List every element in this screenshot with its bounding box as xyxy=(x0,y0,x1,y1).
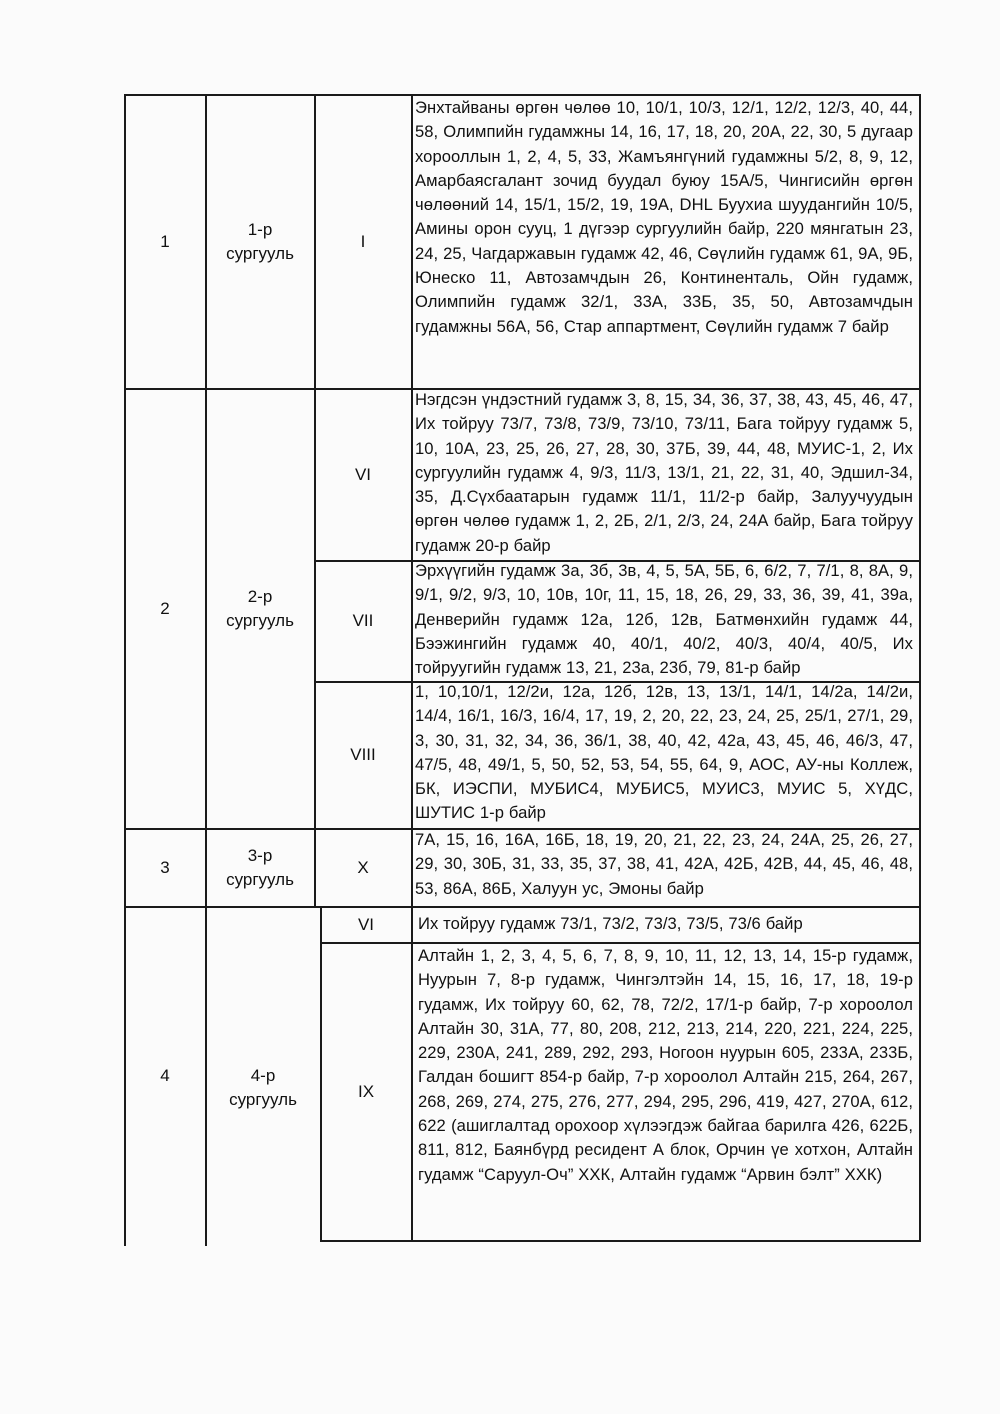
school-name-line1: 2-р xyxy=(247,586,273,606)
school-name-line2: сургууль xyxy=(229,1090,297,1109)
address-list: Эрхүүгийн гудамж 3а, 3б, 3в, 4, 5, 5А, 5Б, 6, 6/2, 7, 7/1, 8, 8А, 9, 9/1, 9/2, 9/3, 10, 10в, 10г, 11, 15, 18, 26, 29, 33, 36, 39, 41, 39а, Денверийн гудамж 12а, 12б, 12в, Батмөнхийн гудамж 44, Бээжингийн гудамж 40, 40/1, 40/2, 40/3, 40/4, 40/5, Их тойруугийн гудамж 13, 21, 23а, 23б, 79, 81-р байр xyxy=(415,561,913,678)
district-number: VII xyxy=(352,611,374,630)
district-number: VIII xyxy=(350,745,376,764)
address-list: Нэгдсэн үндэстний гудамж 3, 8, 15, 34, 36, 37, 38, 43, 45, 46, 47, Их тойруу 73/7, 73/8, 73/9, 73/10, 73/11, Бага тойруу гудамж 5, 10, 10А, 23, 25, 26, 27, 28, 30, 37Б, 39, 44, 48, МУИС-1, 2, Их сургуулийн гудамж 4, 9/3, 11/3, 13/1, 21, 22, 31, 40, Эдшил-34, 35, Д.Сүхбаатарын гудамж 11/1, 11/2-р байр, Залуучуудын өргөн чөлөө гудамж 1, 2, 2Б, 2/1, 2/3, 24, 24А байр, Бага тойруу гудамж 20-р байр xyxy=(415,390,913,555)
school-name-line1: 4-р xyxy=(250,1066,276,1085)
school-name xyxy=(206,907,320,1269)
school-name-line1: 3-р xyxy=(247,845,273,865)
school-name-line2: сургууль xyxy=(226,869,294,889)
district-number: I xyxy=(360,231,366,251)
row-number: 4 xyxy=(160,1066,170,1085)
address-list: 1, 10,10/1, 12/2и, 12а, 12б, 12в, 13, 13/1, 14/1, 14/2а, 14/2и, 14/4, 16/1, 16/3, 16/4, 17, 19, 2, 20, 22, 23, 24, 25, 25/1, 27/1, 29, 3, 30, 31, 32, 34, 36, 36/1, 38, 40, 42, 42а, 43, 45, 46, 46/3, 47, 47/5, 48, 49/1, 5, 50, 52, 53, 54, 55, 64, 9, АОС, АУ-ны Коллеж, БК, ИЭСПИ, МУБИС4, МУБИС5, МУИС3, МУИС 5, ХҮДС, ШУТИС 1-р байр xyxy=(415,682,913,823)
district-number: VI xyxy=(354,464,372,484)
school-name xyxy=(206,829,314,906)
address-list: Алтайн 1, 2, 3, 4, 5, 6, 7, 8, 9, 10, 11, 12, 13, 14, 15-р гудамж, Нуурын 7, 8-р гудамж, Чингэлтэйн 14, 15, 16, 17, 18, 19-р гудамж, Их тойруу 60, 62, 78, 72/2, 17/1-р байр, 7-р хороолол Алтайн 30, 31А, 77, 80, 208, 212, 213, 214, 220, 221, 224, 225, 229, 230А, 241, 289, 292, 293, Ногоон нуурын 605, 233А, 233Б, Галдан бошигт 854-р байр, 7-р хороолол Алтайн 215, 264, 267, 268, 269, 274, 275, 276, 277, 294, 295, 296, 419, 427, 270А, 612, 622 (ашиглалтад орохоор хүлээгдэж байгаа барилга 426, 622Б, 811, 812, Баянбүрд ресидент А блок, Орчин үе хотхон, Алтайн гудамж “Саруул-Оч” ХХК, Алтайн гудамж “Арвин бэлт” ХХК) xyxy=(418,946,913,1184)
school-name xyxy=(206,95,314,388)
school-name xyxy=(206,389,314,828)
school-name-line1: 1-р xyxy=(247,219,273,239)
address-list: Их тойруу гудамж 73/1, 73/2, 73/3, 73/5, 73/6 байр xyxy=(418,914,803,933)
address-list: 7А, 15, 16, 16А, 16Б, 18, 19, 20, 21, 22, 23, 24, 24А, 25, 26, 27, 29, 30, 30Б, 31, 33, 35, 37, 38, 41, 42А, 42Б, 42В, 44, 45, 46, 48, 53, 86А, 86Б, Халуун ус, Эмоны байр xyxy=(415,830,913,898)
district-number: X xyxy=(357,857,369,877)
district-number: VI xyxy=(357,914,375,934)
row-number: 3 xyxy=(160,857,170,877)
district-number: IX xyxy=(357,1081,375,1101)
table-right-border xyxy=(919,94,921,1241)
school-name-line2: сургууль xyxy=(226,610,294,630)
column-divider xyxy=(411,94,413,1241)
row-number: 2 xyxy=(160,598,170,618)
address-list: Энхтайваны өргөн чөлөө 10, 10/1, 10/3, 12/1, 12/2, 12/3, 40, 44, 58, Олимпийн гудамжны 14, 16, 17, 18, 20, 20А, 22, 30, 5 дугаар хорооллын 1, 2, 4, 5, 33, Жамъянгүний гудамжны 5/2, 8, 9, 12, Амарбаясгалант зочид буудал буюу 15А/5, Чингисийн өргөн чөлөөний 14, 15/1, 15/2, 19, 19А, DHL Буухиа шуудангийн 10/5, Амины орон сууц, 1 дүгээр сургуулийн байр, 220 мянгатын 23, 24, 25, Чагдаржавын гудамж 42, 46, Сөүлийн гудамж 61, 9А, 9Б, Юнеско 11, Автозамчдын 26, Континенталь, Ойн гудамж, Олимпийн гудамж 32/1, 33А, 33Б, 35, 50, Автозамчдын гудамжны 56А, 56, Стар аппартмент, Сөүлийн гудамж 7 байр xyxy=(415,98,913,336)
school-name-line2: сургууль xyxy=(226,243,294,263)
row-number: 1 xyxy=(160,231,170,251)
